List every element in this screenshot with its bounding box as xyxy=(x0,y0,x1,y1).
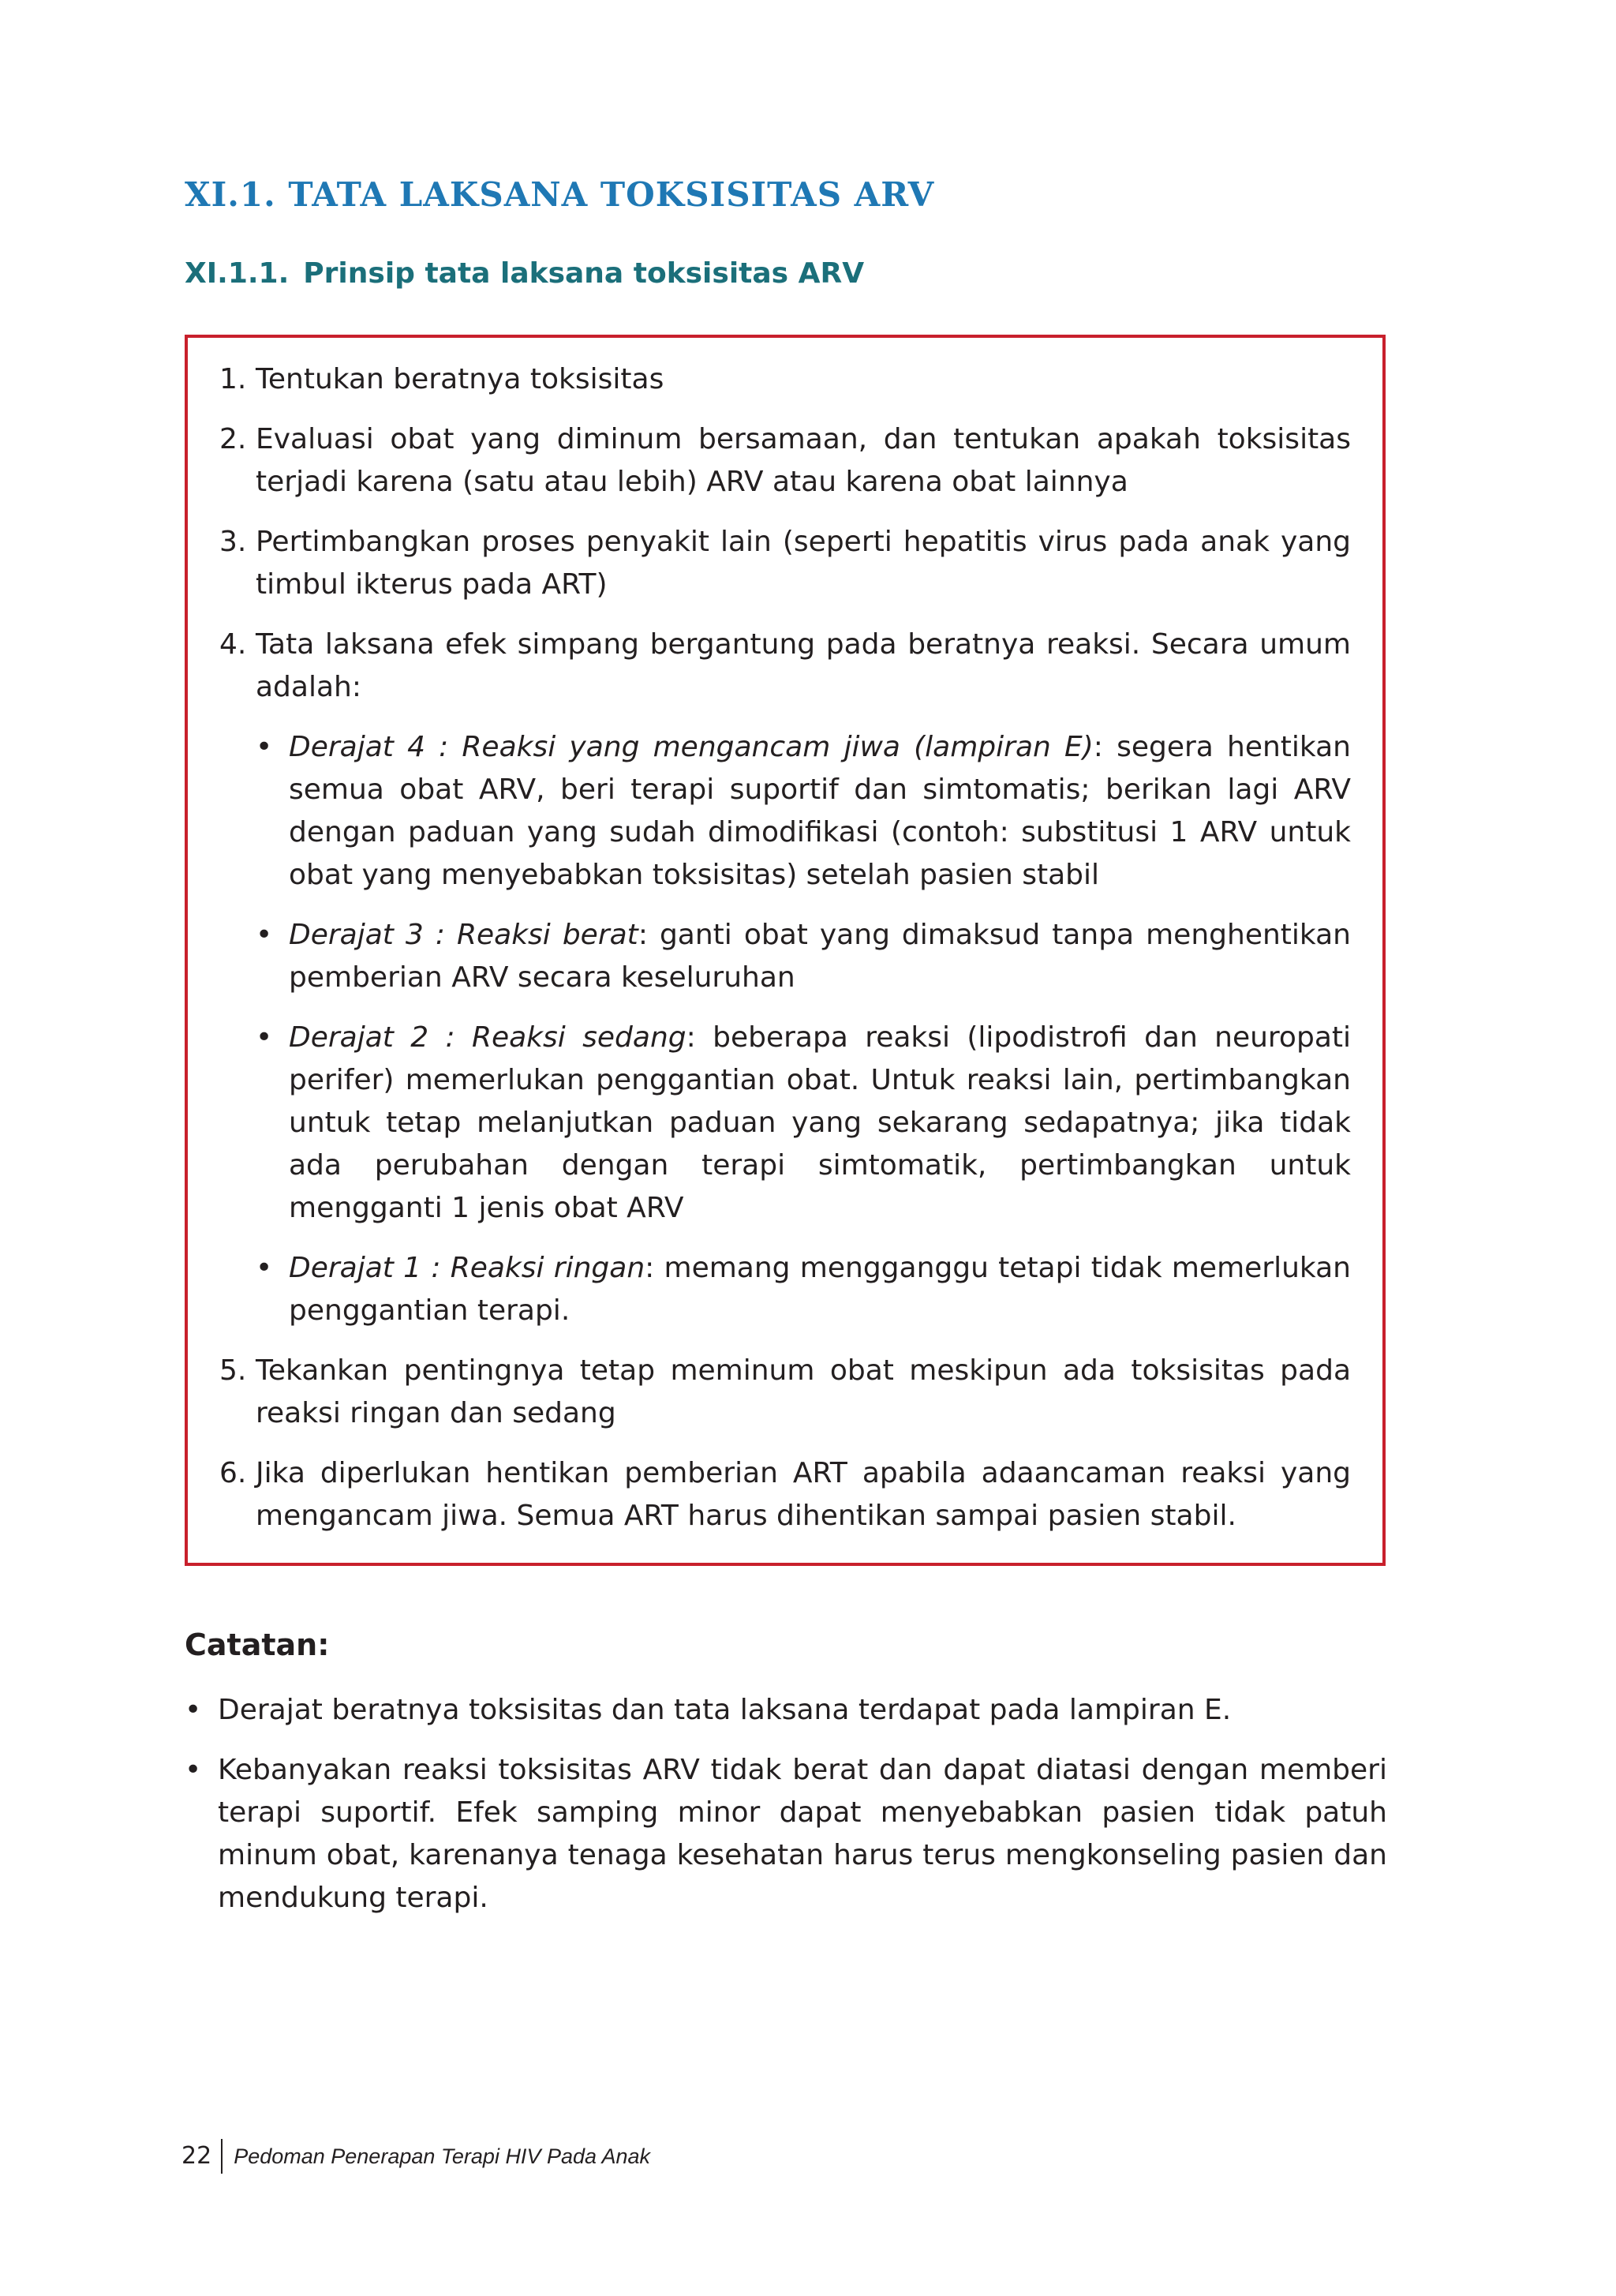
notes-title: Catatan: xyxy=(185,1627,330,1662)
principles-steps xyxy=(219,358,1351,1538)
note-text: Derajat beratnya toksisitas dan tata laksana terdapat pada lampiran E. xyxy=(218,1694,1232,1726)
grade-text: : ganti obat yang dimaksud tanpa menghentikan pemberian ARV secara keseluruhan xyxy=(289,919,1351,994)
notes-list xyxy=(185,1689,1387,1937)
step-text: Tentukan beratnya toksisitas xyxy=(256,363,664,395)
grade-item xyxy=(256,1017,1351,1230)
step-text: Tekankan pentingnya tetap meminum obat meskipun ada toksisitas pada reaksi ringan dan sedang xyxy=(256,1354,1351,1429)
grade-item xyxy=(256,914,1351,999)
bullet-icon: • xyxy=(256,1252,273,1284)
step-item xyxy=(219,1350,1351,1435)
bullet-icon: • xyxy=(256,731,273,763)
note-item xyxy=(185,1689,1387,1732)
grade-label: Derajat 3 : Reaksi berat xyxy=(289,919,638,951)
step-item xyxy=(219,358,1351,401)
note-item xyxy=(185,1749,1387,1920)
grade-text: : beberapa reaksi (lipodistrofi dan neuropati perifer) memerlukan penggantian obat. Untuk reaksi lain, pertimbangkan untuk tetap melanjutkan paduan yang sekarang sedapatnya; jika tidak ada perubahan dengan terapi simtomatik, pertimbangkan untuk mengganti 1 jenis obat ARV xyxy=(289,1021,1351,1224)
section-title: XI.1. TATA LAKSANA TOKSISITAS ARV xyxy=(185,175,935,214)
step-text: Jika diperlukan hentikan pemberian ART apabila adaancaman reaksi yang mengancam jiwa. Semua ART harus dihentikan sampai pasien stabil. xyxy=(256,1457,1351,1532)
subsection-title xyxy=(185,257,864,290)
step-item xyxy=(219,624,1351,1332)
footer-title: Pedoman Penerapan Terapi HIV Pada Anak xyxy=(234,2144,651,2168)
grade-list xyxy=(256,726,1351,1332)
grade-item xyxy=(256,1247,1351,1332)
grade-item xyxy=(256,726,1351,897)
page-footer xyxy=(181,2139,650,2174)
bullet-icon: • xyxy=(185,1754,202,1786)
step-number: 4. xyxy=(219,628,247,661)
step-text: Evaluasi obat yang diminum bersamaan, dan tentukan apakah toksisitas terjadi karena (satu atau lebih) ARV atau karena obat lainnya xyxy=(256,423,1351,498)
step-text: Pertimbangkan proses penyakit lain (seperti hepatitis virus pada anak yang timbul ikterus pada ART) xyxy=(256,526,1351,601)
subsection-number: XI.1.1. xyxy=(185,257,290,290)
grade-label: Derajat 1 : Reaksi ringan xyxy=(289,1252,645,1284)
grade-text: : segera hentikan semua obat ARV, beri terapi suportif dan simtomatis; berikan lagi ARV dengan paduan yang sudah dimodifikasi (contoh: substitusi 1 ARV untuk obat yang menyebabkan toksisitas) setelah pasien stabil xyxy=(289,731,1351,891)
subsection-title-text: Prinsip tata laksana toksisitas ARV xyxy=(303,257,865,290)
step-number: 2. xyxy=(219,423,247,455)
bullet-icon: • xyxy=(256,919,273,951)
step-item xyxy=(219,418,1351,504)
step-text: Tata laksana efek simpang bergantung pada beratnya reaksi. Secara umum adalah: xyxy=(256,628,1351,703)
principles-box xyxy=(185,335,1386,1566)
step-number: 6. xyxy=(219,1457,247,1489)
grade-label: Derajat 4 : Reaksi yang mengancam jiwa (lampiran E) xyxy=(289,731,1094,763)
grade-text: : memang mengganggu tetapi tidak memerlukan penggantian terapi. xyxy=(289,1252,1352,1327)
step-item xyxy=(219,521,1351,606)
page-number: 22 xyxy=(181,2139,223,2174)
grade-label: Derajat 2 : Reaksi sedang xyxy=(289,1021,686,1054)
bullet-icon: • xyxy=(256,1021,273,1054)
step-number: 5. xyxy=(219,1354,247,1387)
bullet-icon: • xyxy=(185,1694,202,1726)
step-item xyxy=(219,1452,1351,1538)
step-number: 1. xyxy=(219,363,247,395)
step-number: 3. xyxy=(219,526,247,558)
note-text: Kebanyakan reaksi toksisitas ARV tidak berat dan dapat diatasi dengan memberi terapi suportif. Efek samping minor dapat menyebabkan pasien tidak patuh minum obat, karenanya tenaga kesehatan harus terus mengkonseling pasien dan mendukung terapi. xyxy=(218,1754,1387,1914)
